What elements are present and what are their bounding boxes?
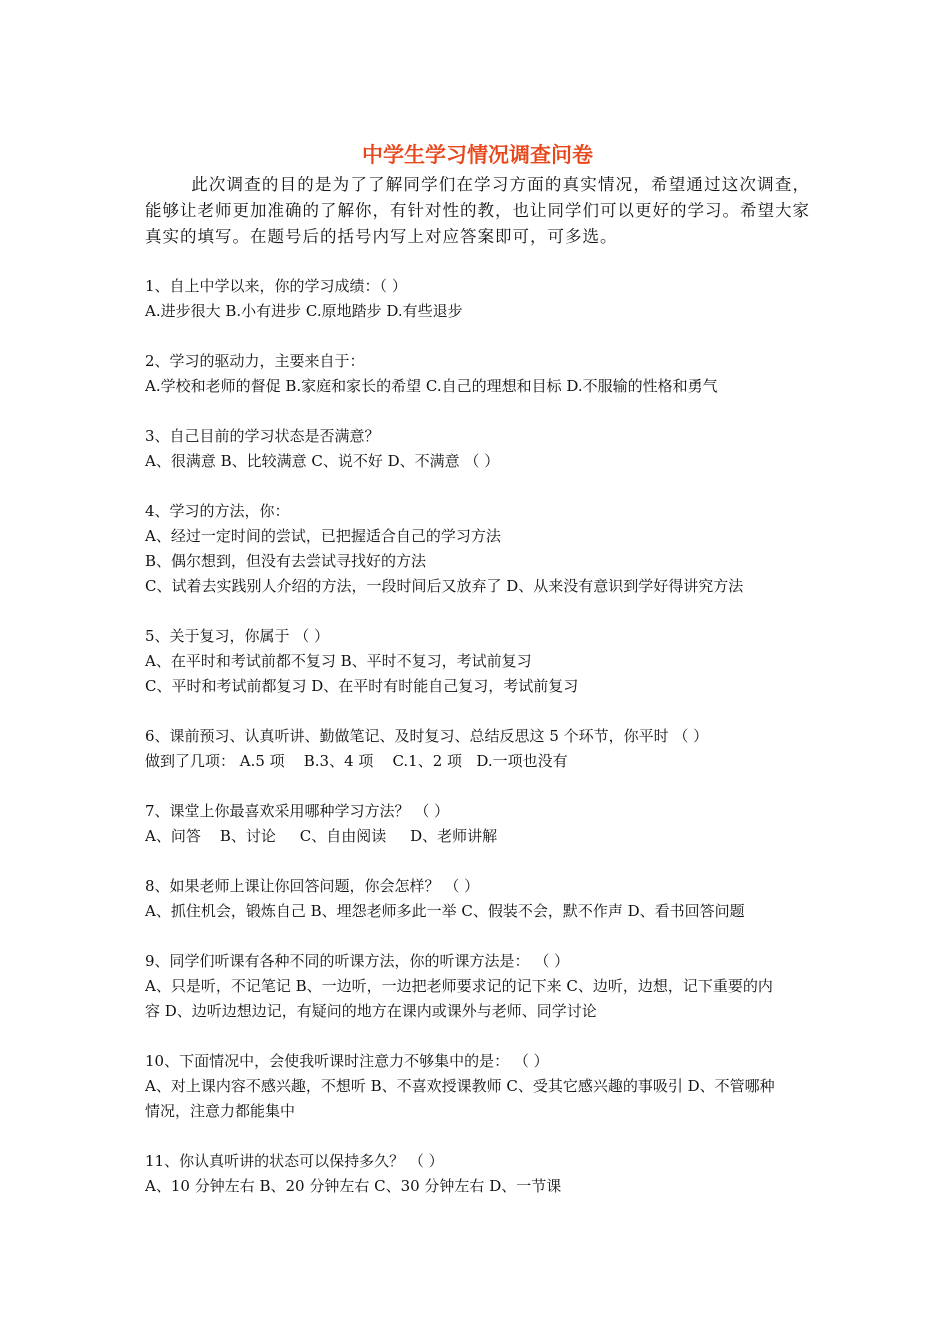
question-item [145, 424, 810, 474]
question-options-line: B、偶尔想到，但没有去尝试寻找好的方法 [145, 552, 427, 570]
question-options-line: A.学校和老师的督促 B.家庭和家长的希望 C.自己的理想和目标 D.不服输的性格和勇气 [145, 377, 718, 395]
question-stem: 6、课前预习、认真听讲、勤做笔记、及时复习、总结反思这 5 个环节，你平时 （ ） [145, 727, 709, 745]
question-stem: 8、如果老师上课让你回答问题，你会怎样？ （ ） [145, 877, 480, 895]
question-options-line: C、平时和考试前都复习 D、在平时有时能自己复习，考试前复习 [145, 677, 579, 695]
intro-paragraph: 此次调查的目的是为了了解同学们在学习方面的真实情况，希望通过这次调查，能够让老师更加准确的了解你，有针对性的教，也让同学们可以更好的学习。希望大家真实的填写。在题号后的括号内写上对应答案即可，可多选。 [145, 175, 810, 246]
question-options-line: 做到了几项： A.5 项 B.3、4 项 C.1、2 项 D.一项也没有 [145, 752, 568, 770]
question-options-line: A.进步很大 B.小有进步 C.原地踏步 D.有些退步 [145, 302, 463, 320]
question-stem: 4、学习的方法，你： [145, 502, 290, 520]
question-options-line: A、很满意 B、比较满意 C、说不好 D、不满意 （ ） [145, 452, 500, 470]
question-options-line: A、经过一定时间的尝试，已把握适合自己的学习方法 [145, 527, 501, 545]
question-options-line: A、对上课内容不感兴趣，不想听 B、不喜欢授课教师 C、受其它感兴趣的事吸引 D、不管哪种 [145, 1077, 775, 1095]
question-item [145, 799, 810, 849]
question-options-line: A、在平时和考试前都不复习 B、平时不复习，考试前复习 [145, 652, 532, 670]
question-stem: 9、同学们听课有各种不同的听课方法，你的听课方法是： （ ） [145, 952, 570, 970]
question-stem: 7、课堂上你最喜欢采用哪种学习方法？ （ ） [145, 802, 450, 820]
question-options-line: A、问答 B、讨论 C、自由阅读 D、老师讲解 [145, 827, 498, 845]
question-item [145, 949, 810, 1024]
question-list [145, 274, 810, 1199]
question-options-line: 情况，注意力都能集中 [145, 1102, 296, 1120]
question-stem: 1、自上中学以来，你的学习成绩：（ ） [145, 277, 407, 295]
question-item [145, 349, 810, 399]
question-item [145, 499, 810, 599]
document-title: 中学生学习情况调查问卷 [362, 143, 593, 167]
question-item [145, 624, 810, 699]
question-stem: 3、自己目前的学习状态是否满意？ [145, 427, 380, 445]
question-options-line: A、10 分钟左右 B、20 分钟左右 C、30 分钟左右 D、一节课 [145, 1177, 562, 1195]
question-item [145, 274, 810, 324]
question-stem: 2、学习的驱动力，主要来自于： [145, 352, 365, 370]
question-item [145, 1149, 810, 1199]
question-stem: 5、关于复习，你属于 （ ） [145, 627, 330, 645]
question-item [145, 874, 810, 924]
question-item [145, 724, 810, 774]
question-options-line: A、只是听，不记笔记 B、一边听，一边把老师要求记的记下来 C、边听，边想，记下重要的内 [145, 977, 773, 995]
question-options-line: 容 D、边听边想边记，有疑问的地方在课内或课外与老师、同学讨论 [145, 1002, 597, 1020]
survey-page [145, 140, 810, 1224]
question-stem: 11、你认真听讲的状态可以保持多久？ （ ） [145, 1152, 444, 1170]
question-item [145, 1049, 810, 1124]
question-stem: 10、下面情况中，会使我听课时注意力不够集中的是： （ ） [145, 1052, 549, 1070]
question-options-line: C、试着去实践别人介绍的方法，一段时间后又放弃了 D、从来没有意识到学好得讲究方法 [145, 577, 744, 595]
question-options-line: A、抓住机会，锻炼自己 B、埋怨老师多此一举 C、假装不会，默不作声 D、看书回答问题 [145, 902, 745, 920]
